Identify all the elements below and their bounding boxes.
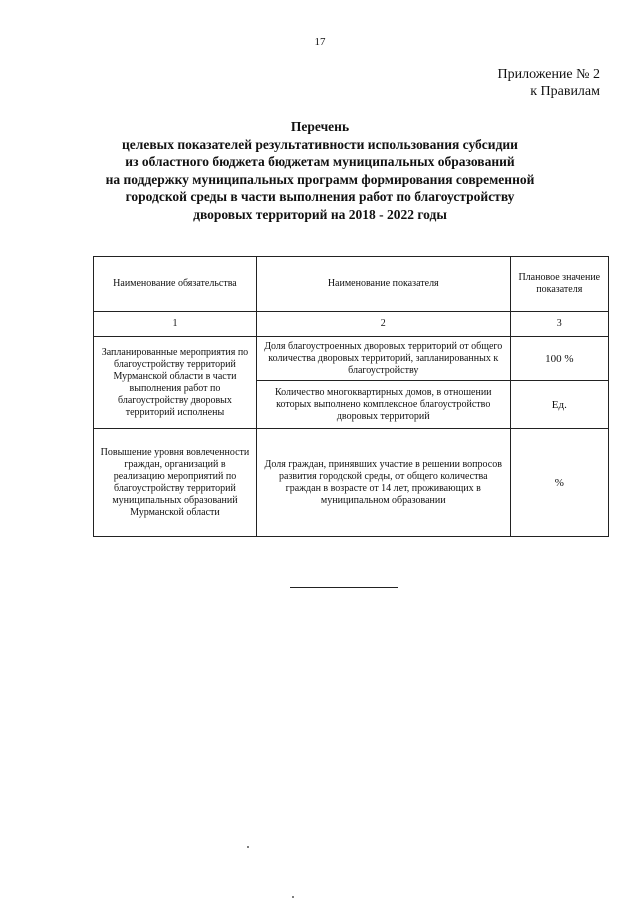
title-line-4: на поддержку муниципальных программ формирования современной [105, 171, 535, 187]
title-line-2: целевых показателей результативности использования субсидии [122, 136, 518, 152]
scan-speck [292, 896, 294, 898]
obligation-cell: Повышение уровня вовлеченности граждан, организаций в реализацию мероприятий по благоустройству территорий муниципальных образований Мурманской области [94, 429, 257, 537]
indicator-cell: Количество многоквартирных домов, в отношении которых выполнено комплексное благоустройство дворовых территорий [256, 381, 510, 429]
indicator-cell: Доля благоустроенных дворовых территорий от общего количества дворовых территорий, запланированных к благоустройству [256, 337, 510, 381]
planned-value-cell: Ед. [510, 381, 608, 429]
obligation-cell: Запланированные мероприятия по благоустройству территорий Мурманской области в части выполнения работ по благоустройству дворовых территорий исполнены [94, 337, 257, 429]
closing-rule [290, 587, 398, 588]
header-obligation: Наименование обязательства [94, 257, 257, 312]
appendix-note [498, 66, 601, 100]
table-row [94, 337, 609, 381]
title-line-1: Перечень [290, 119, 350, 134]
indicator-cell: Доля граждан, принявших участие в решении вопросов развития городской среды, от общего количества граждан в возрасте от 14 лет, проживающих в муниципальном образовании [256, 429, 510, 537]
header-indicator: Наименование показателя [256, 257, 510, 312]
title-line-5: городской среды в части выполнения работ по благоустройству [125, 189, 515, 204]
scan-speck [247, 846, 249, 848]
planned-value-cell: % [510, 429, 608, 537]
column-number-row [94, 312, 609, 337]
column-number-2: 2 [256, 312, 510, 337]
indicators-table [93, 256, 609, 537]
document-title [60, 118, 580, 223]
column-number-1: 1 [94, 312, 257, 337]
title-line-6: дворовых территорий на 2018 - 2022 годы [193, 206, 447, 222]
header-planned-value: Плановое значение показателя [510, 257, 608, 312]
table-header-row [94, 257, 609, 312]
page-number: 17 [314, 36, 326, 48]
table-row [94, 429, 609, 537]
appendix-line-2: к Правилам [530, 84, 600, 99]
appendix-line-1: Приложение № 2 [497, 67, 600, 82]
planned-value-cell: 100 % [510, 337, 608, 381]
column-number-3: 3 [510, 312, 608, 337]
title-line-3: из областного бюджета бюджетам муниципальных образований [125, 154, 515, 169]
